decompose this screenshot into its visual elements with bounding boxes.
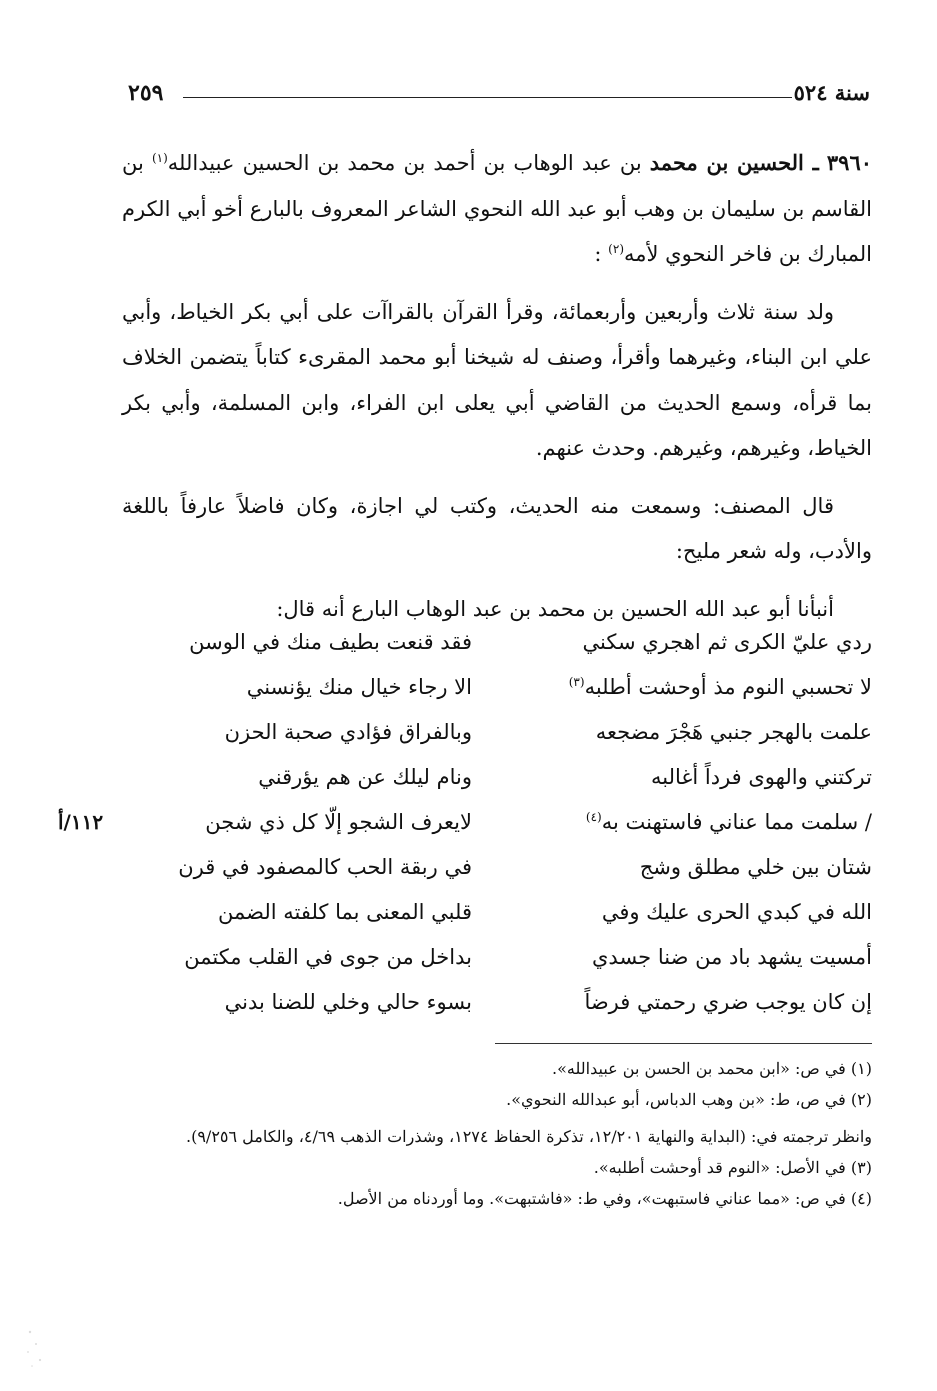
poem-verse-right: علمت بالهجر جنبي هَجْرَ مضجعه bbox=[595, 720, 872, 744]
footnote-ref-1[interactable]: (١) bbox=[151, 151, 168, 165]
poem-verse-left: لايعرف الشجو إلّا كل ذي شجن bbox=[205, 810, 472, 834]
poem-verse-right: تركتني والهوى فرداً أغالبه bbox=[651, 765, 872, 789]
header-rule bbox=[183, 97, 792, 98]
poem-verse-right: ردي عليّ الكرى ثم اهجري سكني bbox=[582, 630, 872, 654]
poem-verse-left: الا رجاء خيال منك يؤنسني bbox=[246, 675, 472, 699]
poem-verse-right: إن كان يوجب ضري رحمتي فرضاً bbox=[584, 990, 872, 1014]
poem-verse-right: / سلمت مما عناني فاستهنت به$^{(٤)}$ bbox=[585, 810, 872, 834]
footnote-4: (٤) في ص: «مما عناني فاستبهت»، وفي ط: «فاشتبهت». وما أوردناه من الأصل. bbox=[337, 1189, 872, 1208]
poem-verse-right: شتان بين خلي مطلق وشج bbox=[639, 855, 872, 879]
footnote-ref-2[interactable]: (٢) bbox=[608, 242, 624, 256]
footnote-1: (١) في ص: «ابن محمد بن الحسن بن عبيدالله». bbox=[552, 1059, 872, 1078]
poem-verse-left: في ربقة الحب كالمصفود في قرن bbox=[178, 855, 472, 879]
poem-verse-right: لا تحسبي النوم مذ أوحشت أطلبه$^{(٣)}$ bbox=[568, 675, 872, 699]
poem-verse-right: الله في كبدي الحرى عليك وفي bbox=[601, 900, 872, 924]
poem-verse-left: ونام ليلك عن هم يؤرقني bbox=[258, 765, 472, 789]
paragraph-1: ولد سنة ثلاث وأربعين وأربعمائة، وقرأ القرآن بالقراآت على أبي بكر الخياط، وأبي علي ابن البناء، وغيرهما وأقرأ، وصنف له شيخنا أبو محمد المقرىء كتاباً يتضمن الخلاف بما قرأه، وسمع الحديث من القاضي أبي يعلى ابن الفراء، وابن المسلمة، وأبي بكر الخياط، وغيرهم، وغيرهم. وحدث عنهم. bbox=[122, 299, 872, 460]
footnote-2: (٢) في ص، ط: «بن وهب الدباس، أبو عبدالله النحوي». bbox=[506, 1090, 872, 1109]
entry-line2: عبيدالله bbox=[167, 151, 235, 175]
footnotes bbox=[122, 1053, 872, 1214]
header-year: سنة ٥٢٤ bbox=[793, 80, 870, 105]
footnote-ref-3[interactable]: (٣) bbox=[568, 675, 585, 689]
poem-verse-right: أمسيت يشهد باد من ضنا جسدي bbox=[591, 945, 872, 969]
footnote-separator bbox=[495, 1043, 872, 1044]
margin-folio-note: ١١٢/أ bbox=[58, 810, 104, 834]
poem bbox=[122, 630, 872, 1030]
poem-verse-left: بسوء حالي وخلي للضنا بدني bbox=[224, 990, 472, 1014]
entry-line3-end: : bbox=[594, 242, 602, 266]
entry-heading bbox=[122, 140, 872, 278]
entry-line2-rest: بن القاسم بن سليمان بن وهب أبو عبد الله النحوي الشاعر المعروف bbox=[122, 151, 872, 221]
paragraph-3: أنبأنا أبو عبد الله الحسين بن محمد بن عبد الوهاب البارع أنه قال: bbox=[276, 596, 834, 621]
poem-verse-left: فقد قنعت بطيف منك في الوسن bbox=[189, 630, 472, 654]
footnote-ref-4[interactable]: (٤) bbox=[585, 810, 602, 824]
footnote-2-note: وانظر ترجمته في: (البداية والنهاية ١٢/٢٠١، تذكرة الحفاظ ١٢٧٤، وشذرات الذهب ٤/٦٩، والكامل ٩/٢٥٦). bbox=[186, 1127, 872, 1146]
entry-name: ـ الحسين بن محمد bbox=[649, 150, 819, 175]
poem-verse-left: وبالفراق فؤادي صحبة الحزن bbox=[224, 720, 472, 744]
entry-number: ٣٩٦٠ bbox=[826, 150, 873, 175]
scan-smudge-mark bbox=[22, 1322, 52, 1372]
poem-verse-left: قلبي المعنى بما كلفته الضمن bbox=[218, 900, 472, 924]
entry-line3: بالبارع أخو أبي الكرم المبارك بن فاخر النحوي لأمه bbox=[122, 196, 872, 266]
page-number: ٢٥٩ bbox=[128, 80, 164, 106]
poem-verse-left: بداخل من جوى في القلب مكتمن bbox=[184, 945, 472, 969]
footnote-3: (٣) في الأصل: «النوم قد أوحشت أطلبه». bbox=[593, 1158, 872, 1177]
main-text bbox=[122, 140, 872, 632]
paragraph-2: قال المصنف: وسمعت منه الحديث، وكتب لي اجازة، وكان فاضلاً عارفاً باللغة والأدب، وله شعر مليح: bbox=[122, 493, 872, 563]
running-header bbox=[128, 80, 870, 116]
entry-line1: بن عبد الوهاب بن أحمد بن محمد بن الحسين bbox=[242, 151, 642, 175]
